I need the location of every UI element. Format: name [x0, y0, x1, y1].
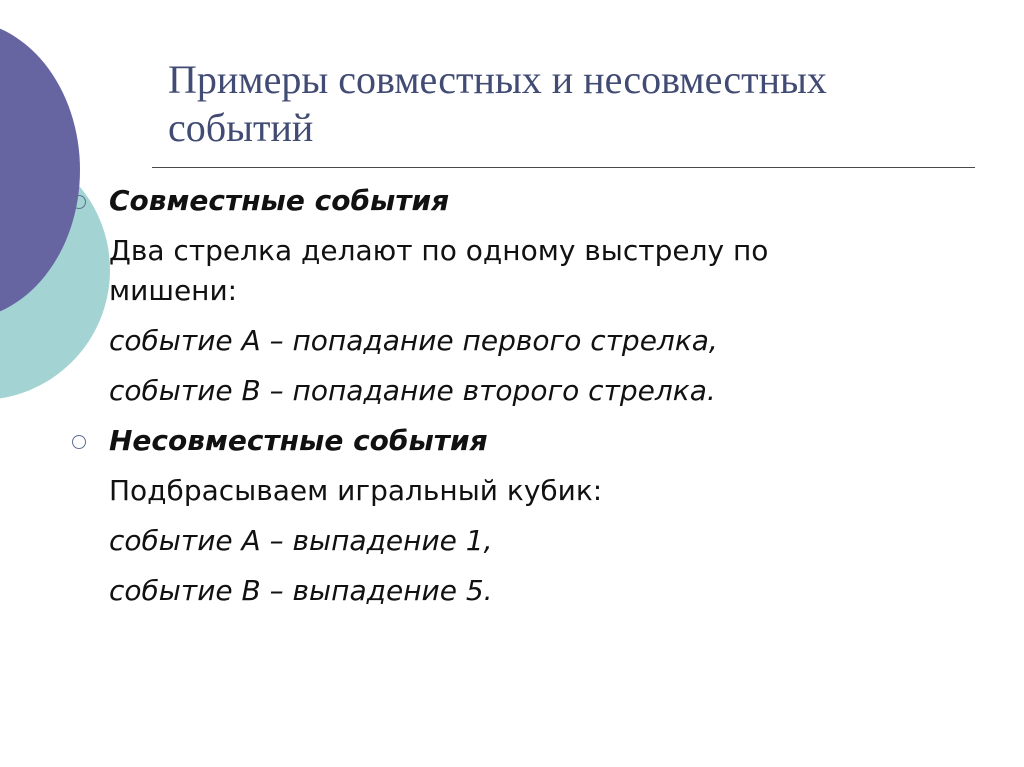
slide-title: Примеры совместных и несовместных событий — [168, 57, 827, 150]
section-example-line: событие А – попадание первого стрелка, — [109, 324, 718, 357]
section-example-line: событие В – попадание второго стрелка. — [109, 374, 716, 407]
section-heading-joint: Совместные события — [109, 184, 450, 217]
section-example-line: событие А – выпадение 1, — [109, 524, 493, 557]
section-example-line: событие В – выпадение 5. — [109, 574, 493, 607]
section-text-line: Подбрасываем игральный кубик: — [109, 474, 603, 507]
section-text-line: мишени: — [109, 274, 238, 307]
section-heading-incompatible: Несовместные события — [109, 424, 488, 457]
section-text-line: Два стрелка делают по одному выстрелу по — [109, 234, 769, 267]
bullet-circle-icon — [72, 435, 86, 449]
bullet-circle-icon — [72, 195, 86, 209]
